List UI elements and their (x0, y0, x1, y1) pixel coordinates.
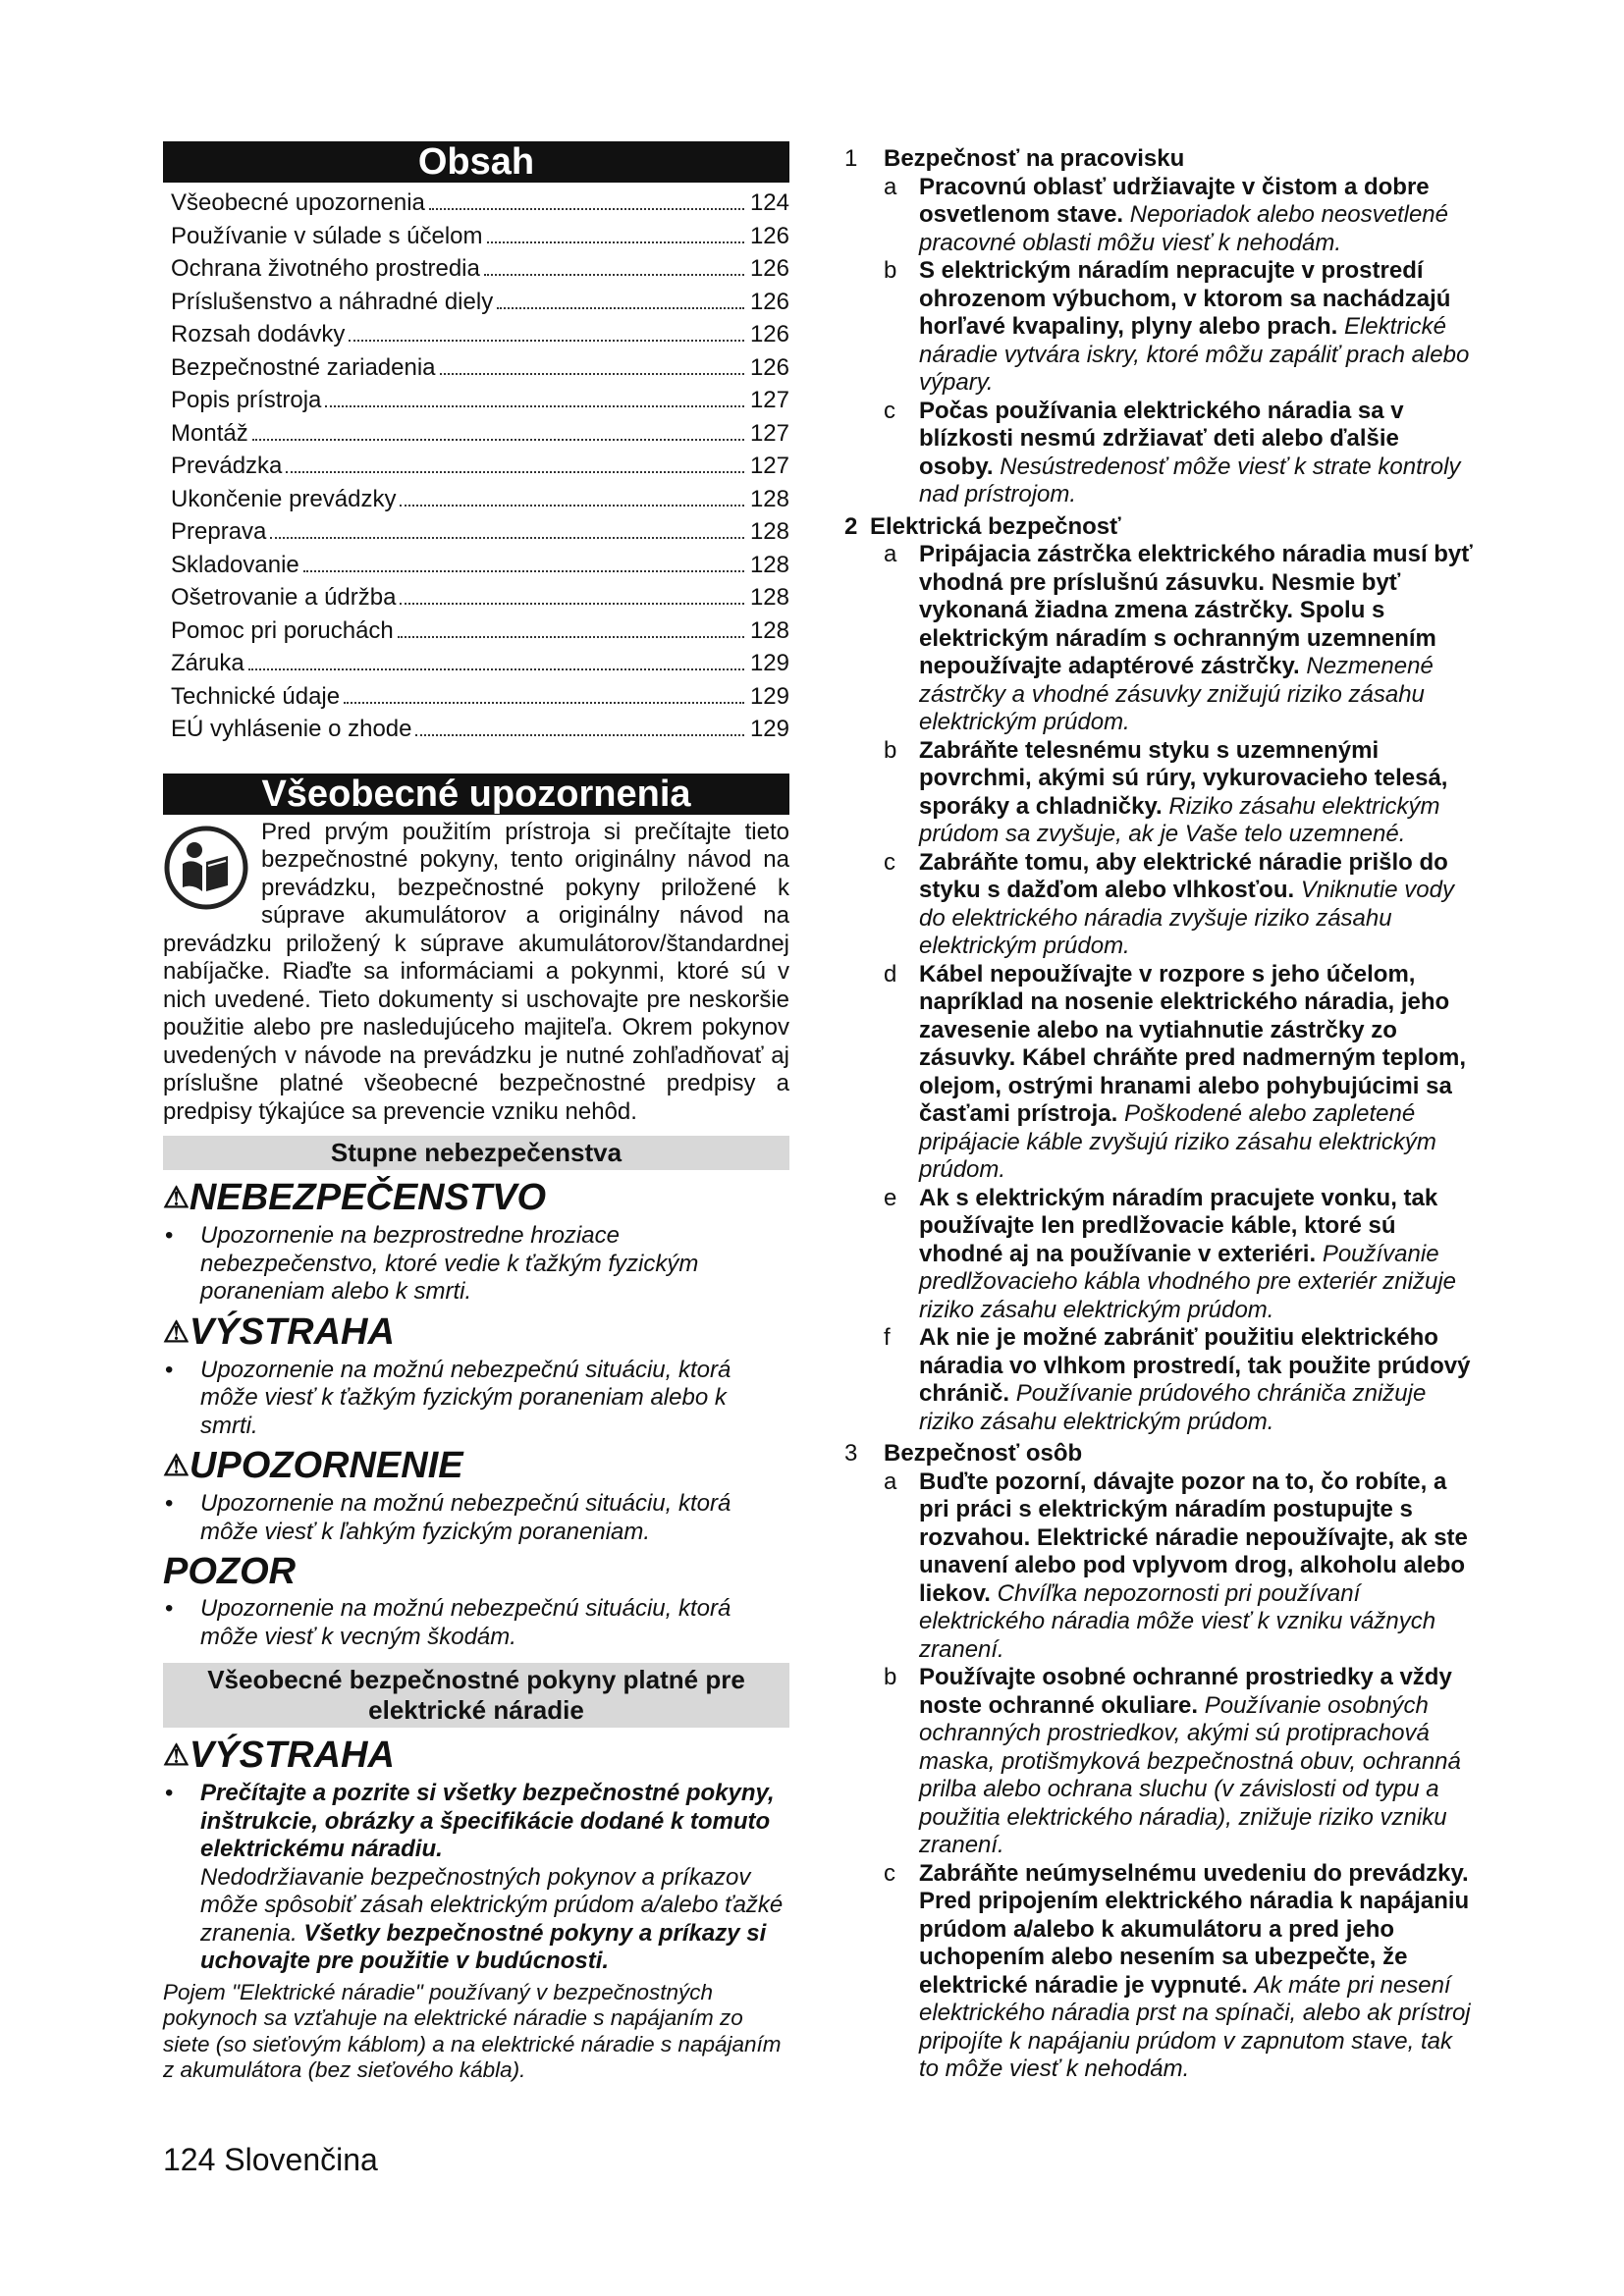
item-italic-text: Nesústredenosť môže viesť k strate kontroly nad prístrojom. (919, 453, 1461, 507)
toc-row (171, 483, 789, 516)
hazard-bullet (163, 1222, 789, 1307)
item-italic-text: Používanie osobných ochranných prostriedkov, akými sú protiprachová maska, protišmyková bezpečnostná obuv, ochranná prilba alebo ochrana sluchu (v závislosti od typu a použitia elektrického náradia), znižuje riziko vzniku zranení. (919, 1691, 1461, 1858)
section-number: 3 (844, 1440, 858, 1467)
bullet-dot: • (165, 1222, 174, 1249)
toc-leader-dots (270, 537, 744, 539)
toc-label: Pomoc pri poruchách (171, 616, 394, 644)
section-item (884, 1324, 1473, 1436)
item-bold-text: Zabráňte tomu, aby elektrické náradie prišlo do styku s dažďom alebo vlhkosťou. (919, 848, 1448, 903)
item-letter: f (884, 1324, 891, 1351)
toc-row (171, 614, 789, 648)
item-italic-text: Nezmenené zástrčky a vhodné zásuvky znižujú riziko zásahu elektrickým prúdom. (919, 653, 1434, 735)
read-manual-icon (163, 823, 249, 917)
toc-leader-dots (497, 307, 744, 309)
toc-label: Ukončenie prevádzky (171, 485, 397, 512)
warning-triangle-icon: ⚠ (163, 1450, 189, 1482)
toc-row (171, 450, 789, 483)
section-item (884, 257, 1473, 398)
toc-page-number: 127 (749, 387, 789, 413)
item-letter: d (884, 960, 897, 988)
toc-leader-dots (325, 405, 744, 407)
general-title: Všeobecné upozornenia (163, 774, 789, 815)
toc-page-number: 128 (749, 584, 789, 611)
item-bold-text: Pripájacia zástrčka elektrického náradia musí byť vhodná pre príslušnú zásuvku. Nesmie byť vykonaná žiadna zmena zástrčky. Spolu s elektrickým náradím s ochranným uzemnením nepoužívajte adaptérové zástrčky. (919, 541, 1473, 679)
item-body (919, 1664, 1473, 1860)
tools-safety-bullet (163, 1780, 789, 1976)
item-letter: e (884, 1184, 897, 1211)
item-italic-text: Vniknutie vody do elektrického náradia zvyšuje riziko zásahu elektrickým prúdom. (919, 877, 1454, 959)
toc-title: Obsah (163, 141, 789, 183)
toc-row (171, 515, 789, 549)
item-body (919, 174, 1473, 258)
item-letter: c (884, 848, 895, 876)
toc-label: Rozsah dodávky (171, 321, 346, 347)
toc-leader-dots (440, 373, 744, 375)
item-body (919, 1860, 1473, 2084)
hazard-heading (163, 1444, 789, 1488)
toc-row (171, 318, 789, 351)
hazard-text: Upozornenie na možnú nebezpečnú situáciu, ktorá môže viesť k vecným škodám. (200, 1595, 731, 1650)
toc-list (171, 187, 789, 746)
item-letter: c (884, 1859, 895, 1887)
toc-page-number: 126 (749, 353, 789, 381)
section-item (884, 174, 1473, 258)
item-bold-text: Používajte osobné ochranné prostriedky a vždy noste ochranné okuliare. (919, 1664, 1452, 1719)
hazard-bullet (163, 1490, 789, 1546)
bullet-dot: • (165, 1595, 174, 1622)
item-bold-text: Pracovnú oblasť udržiavajte v čistom a dobre osvetlenom stave. (919, 173, 1430, 228)
item-letter: a (884, 1468, 897, 1495)
hazard-heading-text: NEBEZPEČENSTVO (189, 1177, 547, 1218)
toc-label: EÚ vyhlásenie o zhode (171, 716, 412, 742)
toc-label: Príslušenstvo a náhradné diely (171, 288, 494, 315)
toc-page-number: 128 (749, 485, 789, 512)
toc-page-number: 129 (749, 682, 789, 710)
toc-page-number: 128 (749, 518, 789, 545)
section-number: 2 (844, 512, 858, 540)
section-item (884, 961, 1473, 1185)
toc-page-number: 127 (749, 453, 789, 479)
toc-row (171, 252, 789, 286)
item-bold-text: Ak nie je možné zabrániť použitiu elektrického náradia vo vlhkom prostredí, tak použite prúdový chránič. (919, 1324, 1471, 1407)
toc-label: Prevádzka (171, 453, 283, 479)
toc-page-number: 128 (749, 551, 789, 578)
toc-page-number: 127 (749, 419, 789, 447)
hazard-text: Upozornenie na možnú nebezpečnú situáciu, ktorá môže viesť k ťažkým fyzickým poraneniam alebo k smrti. (200, 1356, 731, 1439)
item-italic-text: Chvíľka nepozornosti pri používaní elektrického náradia môže viesť k vzniku vážnych zranení. (919, 1579, 1436, 1663)
item-letter: b (884, 257, 897, 284)
item-italic-text: Poškodené alebo zapletené pripájacie káble zvyšujú riziko zásahu elektrickým prúdom. (919, 1100, 1436, 1183)
hazard-heading-text: POZOR (163, 1551, 297, 1592)
toc-row (171, 647, 789, 680)
toc-label: Skladovanie (171, 551, 299, 578)
toc-leader-dots (487, 241, 744, 243)
item-letter: b (884, 736, 897, 764)
item-bold-text: Zabráňte telesnému styku s uzemnenými povrchmi, akými sú rúry, vykurovacieho telesá, sporáky a chladničky. (919, 736, 1448, 820)
toc-row (171, 220, 789, 253)
toc-row (171, 187, 789, 220)
item-italic-text: Riziko zásahu elektrickým prúdom sa zvyšuje, ak je Vaše telo uzemnené. (919, 792, 1440, 847)
hazard-heading-text: UPOZORNENIE (189, 1445, 463, 1486)
item-italic-text: Používanie predlžovacieho kábla vhodného pre exteriér znižuje riziko zásahu elektrickým prúdom. (919, 1240, 1457, 1323)
item-body (919, 1324, 1473, 1436)
section-number: 1 (844, 145, 858, 172)
toc-page-number: 126 (749, 321, 789, 347)
hazard-heading-text: VÝSTRAHA (189, 1310, 395, 1353)
item-italic-text: Ak máte pri nesení elektrického náradia prst na spínači, alebo ak prístroj pripojíte k napájaniu prúdom v zapnutom stave, tak to môže viesť k nehodám. (919, 1971, 1471, 2082)
toc-label: Záruka (171, 650, 244, 676)
toc-label: Preprava (171, 518, 267, 545)
toc-row (171, 680, 789, 714)
item-bold-text: Buďte pozorní, dávajte pozor na to, čo robíte, a pri práci s elektrickým náradím postupujte s rozvahou. Elektrické náradie nepoužívajte, ak ste unavení alebo pod vplyvom drog, alkoholu alebo liekov. (919, 1468, 1468, 1607)
toc-leader-dots (400, 505, 744, 507)
item-bold-text: Kábel nepoužívajte v rozpore s jeho účelom, napríklad na nosenie elektrického náradia, jeho zavesenie alebo na vytiahnutie zástrčky zo zásuvky. Kábel chráňte pred nadmerným teplom, olejom, ostrými hranami alebo pohybujúcimi sa časťami prístroja. (919, 960, 1467, 1127)
toc-leader-dots (484, 274, 744, 276)
hazard-bullet (163, 1595, 789, 1651)
section-item (884, 1860, 1473, 2084)
page-number: 124 (163, 2142, 216, 2177)
toc-row (171, 713, 789, 746)
bullet-text: Nedodržiavanie bezpečnostných pokynov a príkazov môže spôsobiť zásah elektrickým prúdom a/alebo ťažké zranenia. (200, 1863, 784, 1947)
bullet-bold2: Všetky bezpečnostné pokyny a príkazy si uchovajte pre použitie v budúcnosti. (200, 1919, 767, 1974)
toc-page-number: 128 (749, 616, 789, 644)
toc-row (171, 286, 789, 319)
toc-row (171, 549, 789, 582)
toc-leader-dots (415, 734, 743, 736)
item-body (919, 257, 1473, 398)
item-letter: c (884, 397, 895, 424)
toc-leader-dots (303, 570, 744, 572)
toc-page-number: 126 (749, 255, 789, 282)
item-body (919, 398, 1473, 509)
item-bold-text: Ak s elektrickým náradím pracujete vonku, tak používajte len predlžovacie káble, ktoré sú vhodné aj na používanie v exteriéri. (919, 1184, 1438, 1267)
section-item (884, 1185, 1473, 1325)
toc-page-number: 129 (749, 716, 789, 742)
toc-label: Montáž (171, 419, 248, 447)
footer-language: Slovenčina (224, 2142, 378, 2177)
section-heading (844, 513, 1473, 542)
section-heading (844, 145, 1473, 174)
bullet-dot: • (165, 1780, 174, 1806)
toc-row (171, 384, 789, 417)
toc-page-number: 126 (749, 288, 789, 315)
item-letter: b (884, 1664, 897, 1690)
bullet-dot: • (165, 1356, 174, 1383)
toc-page-number: 126 (749, 222, 789, 249)
hazard-text: Upozornenie na bezprostredne hroziace nebezpečenstvo, ktoré vedie k ťažkým fyzickým poraneniam alebo k smrti. (200, 1222, 699, 1305)
item-body (919, 1468, 1473, 1665)
hazard-heading (163, 1176, 789, 1220)
section-item (884, 541, 1473, 737)
toc-row (171, 417, 789, 451)
intro-text: Pred prvým použitím prístroja si prečítajte tieto bezpečnostné pokyny, tento originálny návod na prevádzku, bezpečnostné pokyny priložené k súprave akumulátorov a originálny návod na prevádzku priložený k súprave akumulátorov/štandardnej nabíjačke. Riaďte sa informáciami a pokynmi, ktoré sú v nich uvedené. Tieto dokumenty si uschovajte pre neskoršie použitie alebo pre nasledujúceho majiteľa. Okrem pokynov uvedených v návode na prevádzku je nutné zohľadňovať aj príslušne platné všeobecné bezpečnostné predpisy a predpisy týkajúce sa prevencie vzniku nehôd. (163, 818, 789, 1125)
bullet-bold: Prečítajte a pozrite si všetky bezpečnostné pokyny, inštrukcie, obrázky a špecifikácie dodané k tomuto elektrickému náradiu. (200, 1780, 775, 1862)
right-column (844, 141, 1473, 2084)
toc-leader-dots (349, 340, 744, 342)
warning-triangle-icon: ⚠ (163, 1182, 189, 1214)
item-letter: a (884, 541, 897, 567)
toc-leader-dots (400, 603, 743, 605)
item-body (919, 849, 1473, 961)
tools-safety-title: Všeobecné bezpečnostné pokyny platné pre elektrické náradie (163, 1663, 789, 1728)
item-italic-text: Používanie prúdového chrániča znižuje riziko zásahu elektrickým prúdom. (919, 1380, 1427, 1435)
item-bold-text: Zabráňte neúmyselnému uvedeniu do prevádzky. Pred pripojením elektrického náradia k napájaniu prúdom a/alebo k akumulátoru a pred jeho uchopením alebo nesením sa ubezpečte, že elektrické náradie je vypnuté. (919, 1859, 1470, 1999)
item-italic-text: Elektrické náradie vytvára iskry, ktoré môžu zapáliť prach alebo výpary. (919, 313, 1470, 396)
tools-safety-heading: ⚠VÝSTRAHA (163, 1735, 395, 1776)
bullet-dot: • (165, 1490, 174, 1517)
toc-label: Ochrana životného prostredia (171, 255, 480, 282)
toc-leader-dots (429, 208, 744, 210)
hazard-heading (163, 1310, 789, 1355)
tools-safety-note: Pojem "Elektrické náradie" používaný v bezpečnostných pokynoch sa vzťahuje na elektrické náradie s napájaním zo siete (so sieťovým káblom) a na elektrické náradie s napájaním z akumulátora (bez sieťového kábla). (163, 1979, 782, 2082)
toc-leader-dots (398, 636, 744, 638)
section-item (884, 1664, 1473, 1860)
toc-label: Ošetrovanie a údržba (171, 584, 397, 611)
item-body (919, 1185, 1473, 1325)
hazard-levels-list (163, 1176, 789, 1651)
intro-paragraph (163, 819, 789, 1127)
item-body (919, 541, 1473, 737)
toc-leader-dots (248, 668, 744, 670)
section-item (884, 737, 1473, 849)
toc-leader-dots (344, 702, 744, 704)
section-item (884, 1468, 1473, 1665)
section-title: Bezpečnosť na pracovisku (884, 145, 1185, 172)
warning-triangle-icon: ⚠ (163, 1315, 189, 1349)
toc-page-number: 124 (749, 189, 789, 216)
item-bold-text: S elektrickým náradím nepracujte v prostredí ohrozenom výbuchom, v ktorom sa nachádzajú horľavé kvapaliny, plyny alebo prach. (919, 257, 1451, 340)
toc-row (171, 581, 789, 614)
left-column (163, 141, 789, 2084)
toc-label: Používanie v súlade s účelom (171, 222, 483, 249)
toc-label: Popis prístroja (171, 387, 322, 413)
toc-label: Všeobecné upozornenia (171, 189, 425, 216)
section-item (884, 398, 1473, 509)
item-letter: a (884, 173, 897, 200)
hazard-bullet (163, 1357, 789, 1441)
page-footer (163, 2142, 378, 2177)
item-body (919, 737, 1473, 849)
toc-row (171, 351, 789, 385)
section-heading (844, 1440, 1473, 1468)
toc-leader-dots (252, 439, 744, 441)
hazard-heading (163, 1550, 789, 1593)
section-title: Bezpečnosť osôb (884, 1440, 1083, 1467)
hazard-levels-title: Stupne nebezpečenstva (163, 1136, 789, 1170)
section-item (884, 849, 1473, 961)
toc-label: Technické údaje (171, 682, 341, 710)
item-italic-text: Neporiadok alebo neosvetlené pracovné oblasti môžu viesť k nehodám. (919, 201, 1448, 256)
toc-leader-dots (286, 471, 744, 473)
toc-label: Bezpečnostné zariadenia (171, 353, 436, 381)
hazard-text: Upozornenie na možnú nebezpečnú situáciu, ktorá môže viesť k ľahkým fyzickým poraneniam. (200, 1490, 731, 1545)
toc-page-number: 129 (749, 650, 789, 676)
item-body (919, 961, 1473, 1185)
item-bold-text: Počas používania elektrického náradia sa v blízkosti nesmú zdržiavať deti alebo ďalšie osoby. (919, 397, 1404, 480)
warning-triangle-icon: ⚠ (163, 1739, 189, 1772)
section-title: Elektrická bezpečnosť (870, 512, 1121, 540)
